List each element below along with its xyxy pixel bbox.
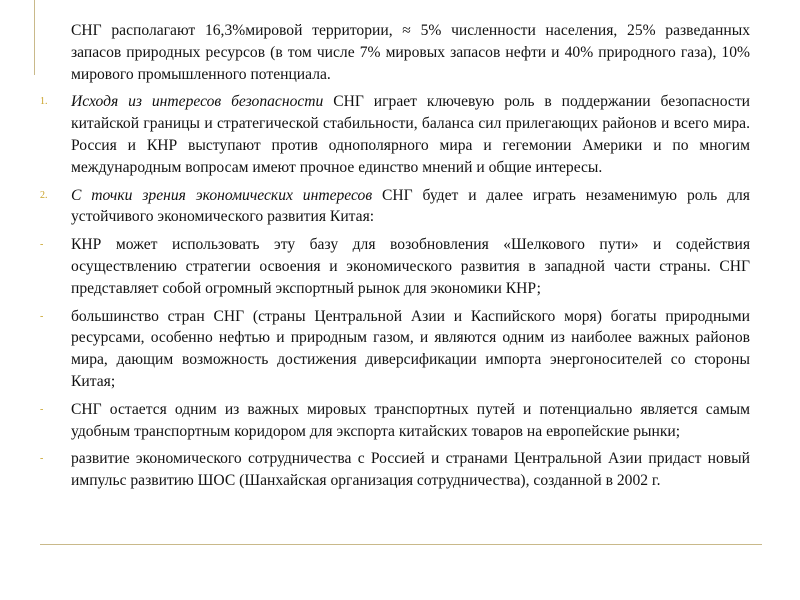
bottom-divider (40, 544, 762, 545)
paragraph-body: СНГ остается одним из важных мировых транспортных путей и потенциально является самым удобным транспортным коридором для экспорта китайских товаров на европейские рынки; (71, 400, 750, 440)
list-item-transport (30, 399, 750, 443)
paragraph-body: СНГ будет и далее играть незаменимую роль для устойчивого экономического развития Китая: (71, 186, 750, 226)
list-marker: - (40, 310, 44, 322)
list-marker: - (40, 239, 44, 251)
paragraph-body: большинство стран СНГ (страны Центральной Азии и Каспийского моря) богаты природными ресурсами, особенно нефтью и природным газом, и являются одним из наиболее важных районов мира, дающим возможность достижения диверсификации импорта энергоносителей со стороны Китая; (71, 307, 750, 390)
list-item-economy (30, 185, 750, 229)
italic-lead: С точки зрения экономических интересов (71, 186, 373, 204)
paragraph-text (71, 448, 750, 492)
list-item-sco (30, 448, 750, 492)
paragraph-text (71, 91, 750, 178)
paragraph-intro (30, 20, 750, 85)
paragraph-text (71, 306, 750, 393)
italic-lead: Исходя из интересов безопасности (71, 93, 324, 111)
list-item-resources (30, 306, 750, 393)
list-item-security (30, 91, 750, 178)
list-marker: - (40, 403, 44, 415)
paragraph-body: СНГ располагают 16,3%мировой территории, ≈ 5% численности населения, 25% разведанных запасов природных ресурсов (в том числе 7% мировых запасов нефти и 40% природного газа), 10% мирового промышленного потенциала. (71, 22, 750, 83)
paragraph-text (71, 185, 750, 229)
slide-body (30, 20, 750, 498)
paragraph-text (71, 20, 750, 85)
list-marker: 1. (40, 96, 48, 108)
list-item-silk-road (30, 234, 750, 299)
paragraph-body: развитие экономического сотрудничества с Россией и странами Центральной Азии придаст новый импульс развитию ШОС (Шанхайская организация сотрудничества), созданной в 2002 г. (71, 450, 750, 490)
paragraph-text (71, 399, 750, 443)
paragraph-body: СНГ играет ключевую роль в поддержании безопасности китайской границы и стратегической стабильности, баланса сил прилегающих районов и всего мира. Россия и КНР выступают против однополярного мира и гегемонии Америки и по многим международным вопросам имеют прочное единство мнений и общие интересы. (71, 93, 751, 176)
list-marker: 2. (40, 189, 48, 201)
paragraph-body: КНР может использовать эту базу для возобновления «Шелкового пути» и содействия осуществлению стратегии освоения и экономического развития в западной части страны. СНГ представляет собой огромный экспортный рынок для экономики КНР; (71, 236, 750, 297)
list-marker: - (40, 453, 44, 465)
paragraph-text (71, 234, 750, 299)
